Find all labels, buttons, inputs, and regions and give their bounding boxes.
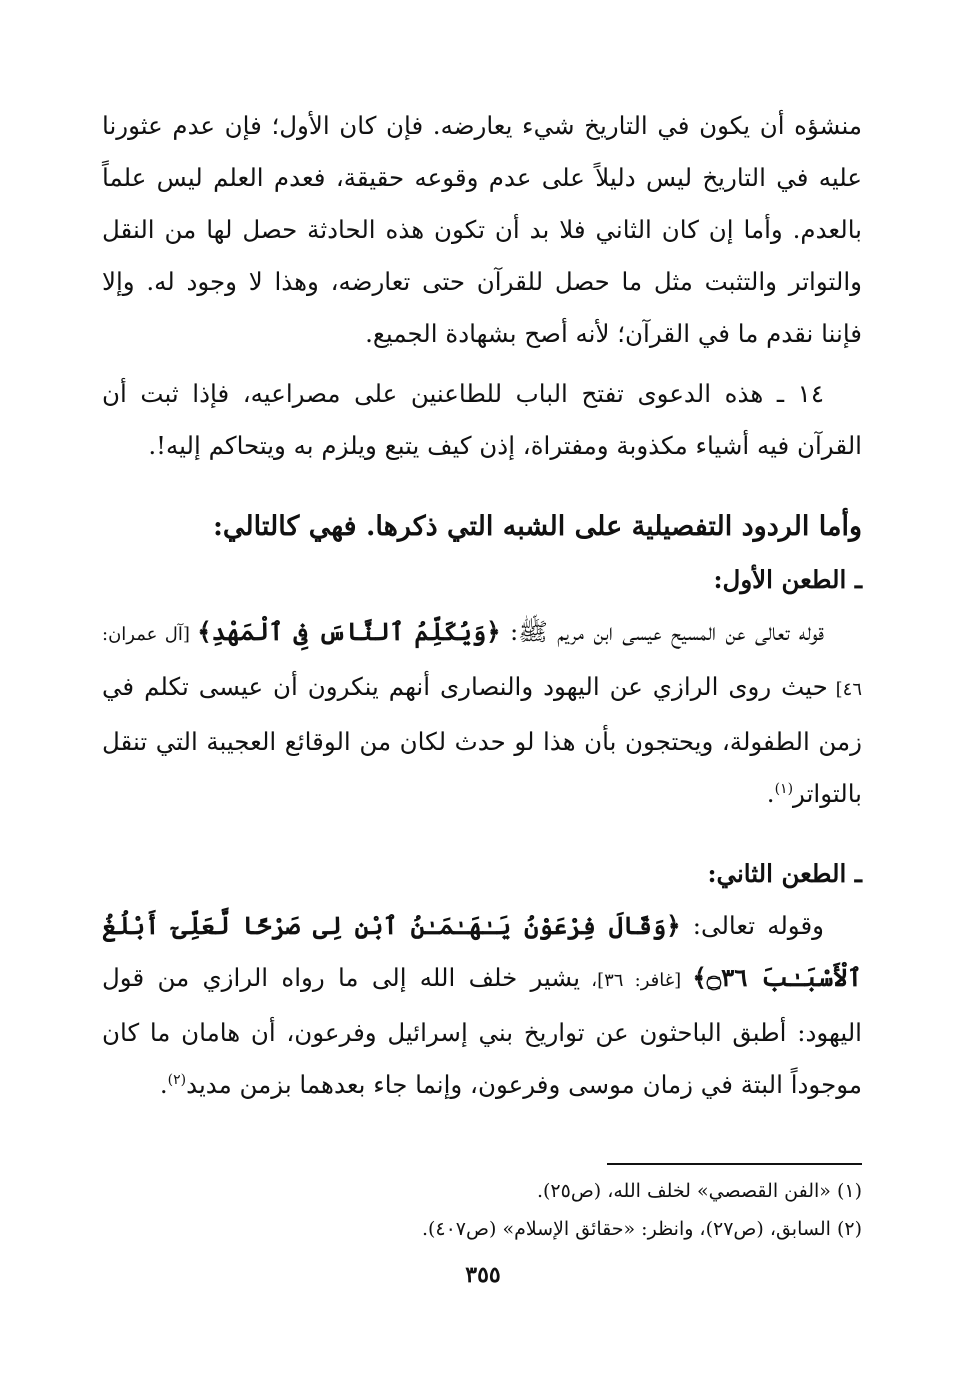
objection-1-lead: قوله تعالى عن المسيح عيسى ابن مريم ﷺ: — [500, 617, 824, 646]
page-body — [102, 100, 862, 1111]
objection-2-text — [102, 900, 862, 1111]
objection-1-end: . — [766, 779, 775, 808]
objection-2-rest: يشير خلف الله إلى ما رواه الرازي من قول اليهود: أطبق الباحثون عن تواريخ بني إسرائيل وفرعون، أن هامان ما كان موجوداً البتة في زمان موسى وفرعون، وإنما جاء بعدهما بزمن مديد — [102, 963, 862, 1099]
objection-2-lead: وقوله تعالى: — [680, 911, 824, 940]
objection-2-quran-verse: ﴿وَقَالَ فِرْعَوْنُ يَـٰهَـٰمَـٰنُ ٱبْنِ لِى صَرْحًا لَّعَلِّىٓ أَبْلُغُ ٱلْأَسْبَـٰبَ ۝٣٦﴾ — [102, 911, 862, 992]
footnotes — [102, 1172, 862, 1248]
footnote-2: (٢) السابق، (ص٢٧)، وانظر: «حقائق الإسلام» (ص٤٠٧). — [421, 1218, 862, 1240]
footnote-1: (١) «الفن القصصي» لخلف الله، (ص٢٥). — [536, 1180, 862, 1202]
objection-1-rest: حيث روى الرازي عن اليهود والنصارى أنهم ينكرون أن عيسى تكلم في زمن الطفولة، ويحتجون بأن هذا لو حدث لكان من الوقائع العجيبة التي تنقل بالتواتر — [102, 672, 862, 808]
objection-1-title: ـ الطعن الأول: — [713, 565, 862, 594]
objection-1-verse-ref: [آل عمران: ٤٦] — [102, 624, 862, 700]
objection-2-end: . — [159, 1070, 168, 1099]
footnote-marker-1: (١) — [774, 780, 794, 797]
paragraph-1: منشؤه أن يكون في التاريخ شيء يعارضه. فإن كان الأول؛ فإن عدم عثورنا عليه في التاريخ ليس دليلاً على عدم وقوعه حقيقة، فعدم العلم ليس علماً بالعدم. وأما إن كان الثاني فلا بد أن تكون هذه الحادثة حصل لها من النقل والتواتر والتثبت مثل ما حصل للقرآن حتى تعارضه، وهذا لا وجود له. وإلا فإننا نقدم ما في القرآن؛ لأنه أصح بشهادة الجميع. — [102, 111, 862, 348]
footnote-divider — [607, 1163, 862, 1165]
objection-2-title: ـ الطعن الثاني: — [707, 859, 862, 888]
section-heading: وأما الردود التفصيلية على الشبه التي ذكرها. فهي كالتالي: — [212, 511, 862, 542]
footnote-marker-2: (٢) — [167, 1071, 187, 1088]
objection-2-verse-ref: [غافر: ٣٦]، — [580, 970, 693, 991]
paragraph-2: ١٤ ـ هذه الدعوى تفتح الباب للطاعنين على مصراعيه، فإذا ثبت أن القرآن فيه أشياء مكذوبة ومفتراة، إذن كيف يتبع ويلزم به ويتحاكم إليه!. — [102, 379, 862, 460]
page-number: ٣٥٥ — [465, 1262, 501, 1288]
objection-1-quran-verse: ﴿وَيُكَلِّمُ ٱلنَّاسَ فِى ٱلْمَهْدِ﴾ — [197, 617, 501, 646]
objection-1-text — [102, 606, 862, 820]
